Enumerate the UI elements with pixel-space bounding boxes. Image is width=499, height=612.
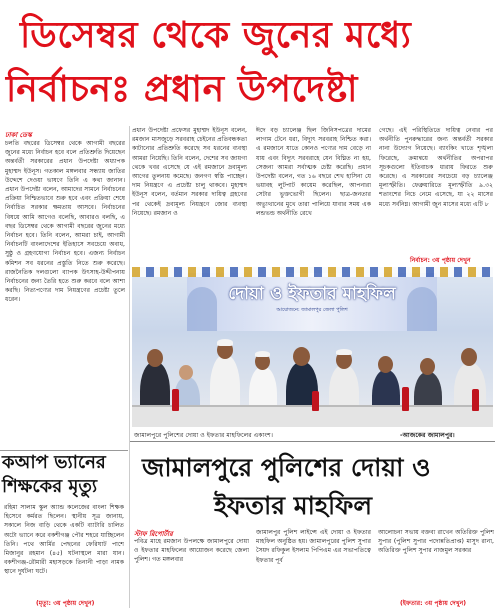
main-story-col2-text: প্রধান উপদেষ্টা প্রফেসর মুহাম্মদ ইউনূস বলেন, রমজান মাসজুড়ে সরবরাহ চেইনের প্রতিবন্ধকতা কাটানোর প্রতিশ্রুতি করেছে সব ধরনের ব্যবস্থা আমরা নিয়েছি। তিনি বলেন, দেশের সব জায়গা থেকে খবর এসেছে যে এই রমজানে দ্রব্যমূল্য আগের তুলনায় কমেছে। জনগণ স্বস্তি পাচ্ছেন। দাম নিয়ন্ত্রণে এ প্রচেষ্টা চালু থাকবে। মুহাম্মদ ইউনূস বলেন, বর্তমান সরকার দায়িত্ব গ্রহণের পর থেকেই দ্রব্যমূল্য নিয়ন্ত্রণে জোর ব্যবস্থা নিয়েছে। রমজান ও bbox=[132, 127, 247, 217]
bottle-3 bbox=[402, 387, 409, 411]
bottle-4 bbox=[472, 389, 479, 411]
main-story-col4-text: গেছে। এই পরিস্থিতিতে দায়িত্ব নেবার পর অর্থনীতি পুনরুদ্ধারের জন্য অন্তর্বর্তী সরকার নানা উদ্যোগ নিয়েছে। ব্যাংকিং খাতে শৃঙ্খলা ফিরেছে, ক্রমান্বয়ে অর্থনীতির অপরাপর সূচকগুলো ইতিবাচক ধারায় ফিরতে শুরু করেছে। এ সরকারের সবচেয়ে বড় চ্যালেঞ্জ মূল্যস্ফীতি। ফেব্রুয়ারিতে মূল্যস্ফীতি ৯.৩২ শতাংশের নিচে নেমে এসেছে, যা ২২ মাসের মধ্যে সর্বনিম্ন। আগামী জুন মাসের মধ্যে এটি ৮ bbox=[379, 127, 493, 208]
person-3-cap bbox=[217, 339, 233, 346]
mosque-silhouette-left bbox=[187, 287, 217, 331]
second-story-col1-text: পবিত্র মাহে রমজান উপলক্ষে জামালপুরে দোয়া ও ইফতার মাহফিলের আয়োজন করেছে জেলা পুলিশ। গত মঙ্গলবার bbox=[134, 538, 249, 564]
photo-caption: জামালপুরে পুলিশের দোয়া ও ইফতার মাহফিলের একাংশ। bbox=[134, 432, 273, 439]
photo-banner-subtitle: আয়োজনে: জামালপুর জেলা পুলিশ bbox=[276, 307, 348, 313]
main-story-col3-text: ঈদে বড় চ্যালেঞ্জ ছিল জিনিসপত্রের দামের লাগাম টেনে ধরা, বিদ্যুৎ সরবরাহ নিশ্চিত করা। এ রমজানে যাতে কোনও পণ্যের দাম বেড়ে না যায় এবং বিদ্যুৎ সরবরাহে যেন বিঘ্নিত না হয়, সেজন্য আমরা সর্বাত্মক চেষ্টা করেছি। প্রধান উপদেষ্টা বলেন, গত ১৬ বছরে শেখ হাসিনা যে ভয়াবহ লুটপাট কায়েম করেছিল, আপনারা সেটার ভুক্তভোগী ছিলেন। ছাত্র-জনতার অভ্যুত্থানের মুখে তারা পালিয়ে যাবার সময় এক লন্ডভন্ড অর্থনীতি রেখে bbox=[256, 127, 371, 217]
person-6-cap bbox=[336, 349, 352, 355]
main-story-column-3 bbox=[256, 126, 371, 263]
mosque-silhouette-right bbox=[407, 287, 437, 331]
photo-banner-title: দোয়া ও ইফতার মাহফিল bbox=[228, 284, 396, 304]
side-story-continued: (মৃত্যু: ৩য় পৃষ্ঠায় দেখুন) bbox=[36, 600, 95, 607]
person-7-head bbox=[378, 356, 393, 373]
second-story-column-2 bbox=[256, 528, 371, 603]
second-headline-line2: ইফতার মাহফিল bbox=[214, 491, 373, 520]
second-story-column-3 bbox=[378, 528, 494, 596]
second-story-column-1 bbox=[134, 537, 249, 603]
person-4-cap bbox=[255, 351, 270, 357]
side-headline-line1: কআপ ভ্যানের bbox=[2, 452, 106, 473]
second-headline-line1: জামালপুরে পুলিশের দোয়া ও bbox=[142, 453, 431, 482]
second-byline: স্টাফ রিপোর্টার bbox=[134, 530, 173, 538]
photo-divider bbox=[130, 441, 495, 442]
main-headline-line1: ডিসেম্বর থেকে জুনের মধ্যে bbox=[20, 15, 412, 56]
main-story-continued: নির্বাচন: ৩য় পৃষ্ঠায় দেখুন bbox=[410, 257, 471, 264]
main-headline-line2: নির্বাচনঃ প্রধান উপদেষ্টা bbox=[6, 69, 359, 110]
photo-banner bbox=[187, 273, 437, 331]
event-photo bbox=[132, 267, 493, 427]
main-byline: ঢাকা ডেস্ক bbox=[5, 131, 32, 139]
side-story-body bbox=[4, 503, 124, 596]
column-divider bbox=[129, 126, 130, 608]
bottle-1 bbox=[172, 389, 179, 411]
person-5-head bbox=[293, 347, 310, 366]
side-story-body-text: রহিমা সালাম স্কুল অ্যান্ড কলেজের বাংলা শিক্ষক হিসেবে কর্মরত ছিলেন। স্থানীয় সূত্র জানায়, সকালে নিজ বাড়ি থেকে একটি ব্যাটারি চালিত অটো ভ্যানে করে বকশীগঞ্জ পৌর শহরে যাচ্ছিলেন তিনি। পথে আর্মির পেছনের ফেরিঘাট পাশে মিজানুর রহমান (৪৫) ঘটনাস্থলে মারা যান। বকশীগঞ্জ-রৌমারী মহাসড়কে তিনানী পাড়া নামক স্থানে দুর্ঘটনা ঘটে। bbox=[4, 504, 124, 576]
main-story-column-4 bbox=[379, 126, 493, 254]
second-story-col2-text: জামালপুর পুলিশ লাইন্সে এই দোয়া ও ইফতার মাহফিল অনুষ্ঠিত হয়। জামালপুরের পুলিশ সুপার সৈয়দ রফিকুল ইসলাম পিপিএম এর সভাপতিত্বে ইফতার পূর্ব bbox=[256, 529, 371, 564]
person-1-head bbox=[147, 349, 163, 367]
bottle-2 bbox=[312, 391, 319, 411]
second-story-continued: (ইফতার: ৩য় পৃষ্ঠায় দেখুন) bbox=[400, 600, 467, 607]
main-story-col1-text: চলতি বছরের ডিসেম্বর থেকে আগামী বছরের জুনের মধ্যে নির্বাচন হবে বলে প্রতিশ্রুতি দিয়েছেন অন্তর্বর্তী সরকারের প্রধান উপদেষ্টা অধ্যাপক মুহাম্মদ ইউনূস। গতকাল মঙ্গলবার সন্ধ্যায় জাতির উদ্দেশে দেওয়া ভাষণে তিনি এ কথা জানান। প্রধান উপদেষ্টা বলেন, আমাদের সামনে নির্বাচনের প্রক্রিয়া নিশ্চিতভাবে শুরু হবে এবং প্রক্রিয়া শেষে নির্বাচিত সরকার ক্ষমতায় আসবে। নির্বাচনের বিষয়ে আমি আগেও বলেছি, আবারও বলছি, এ বছর ডিসেম্বর থেকে আগামী বছরের জুনের মধ্যে নির্বাচন হবে। তিনি বলেন, আমরা চাই, আগামী নির্বাচনটি বাংলাদেশের ইতিহাসে সবচেয়ে অবাধ, সুষ্ঠু ও গ্রহণযোগ্য নির্বাচন হবে। এজন্য নির্বাচন কমিশন সব ধরনের প্রস্তুতি নিতে শুরু করেছে। রাজনৈতিক দলগুলো ব্যাপক উৎসাহ-উদ্দীপনায় নির্বাচনের জন্য তৈরি হতে শুরু করবে বলে আশা করছি। নিত্যপণ্যের দাম নিয়ন্ত্রণের প্রচেষ্টা তুলে ধরেন। bbox=[5, 140, 125, 304]
second-story-col3-text: আলোচনা সভায় বক্তব্য রাখেন অতিরিক্ত পুলিশ সুপার (পুলিশ সুপার পদোন্নতিপ্রাপ্ত) মাসুদ রানা, অতিরিক্ত পুলিশ সুপার নাজমুল সরকার bbox=[378, 529, 494, 555]
main-story-column-2 bbox=[132, 126, 247, 263]
person-2-head bbox=[179, 365, 193, 380]
bunting-decoration bbox=[132, 267, 493, 277]
person-9-head bbox=[461, 348, 477, 366]
person-8-head bbox=[420, 358, 435, 375]
side-headline-line2: শিক্ষকের মৃত্যু bbox=[2, 476, 98, 497]
photo-credit: -আজকের জামালপুর। bbox=[400, 432, 455, 439]
main-story-column-1 bbox=[5, 139, 125, 449]
